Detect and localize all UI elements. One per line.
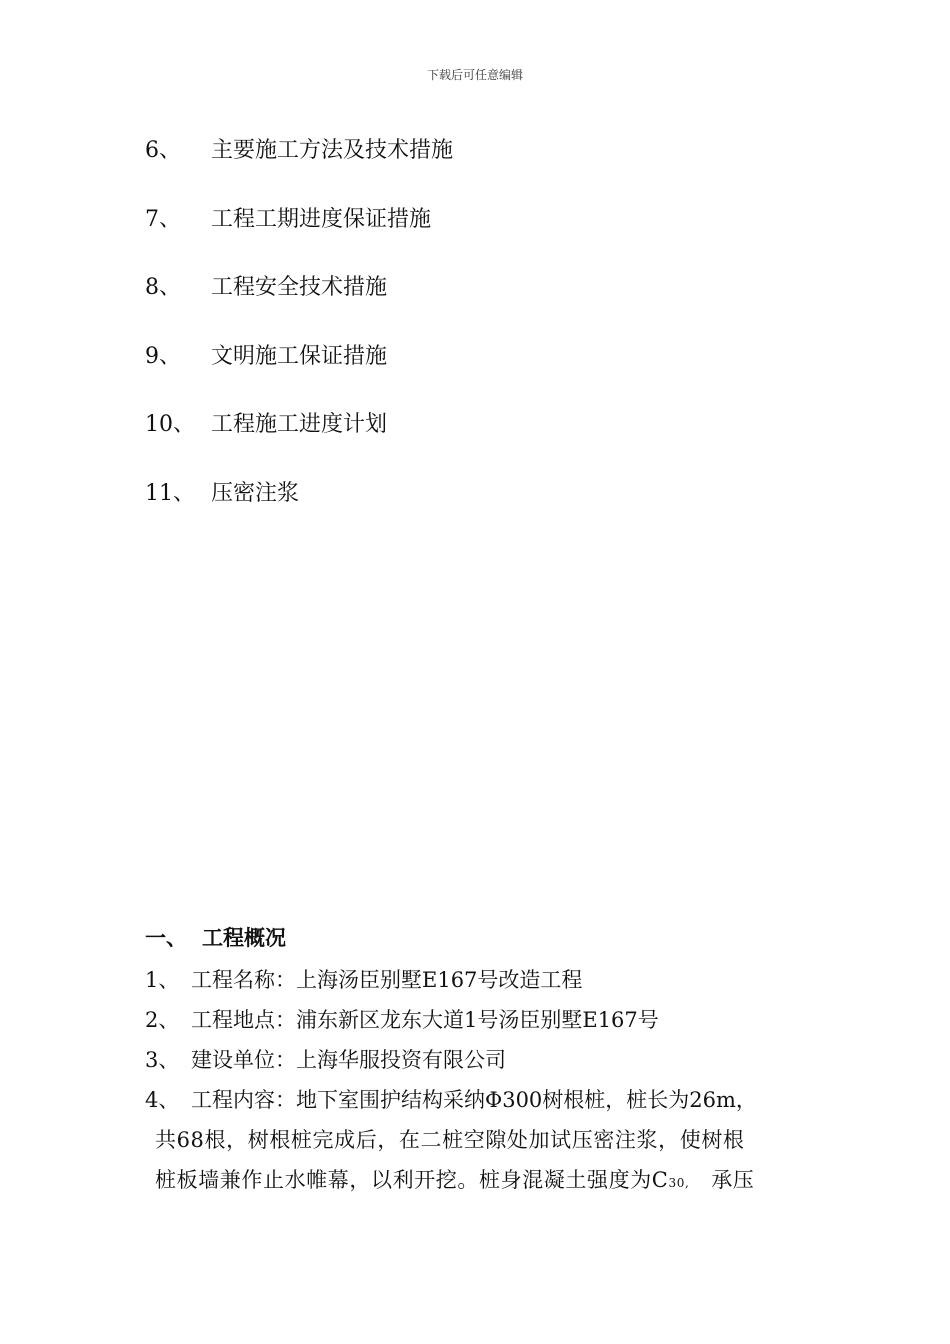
toc-item [145,342,825,411]
overview-item-number: 3、 [145,1048,180,1072]
toc-item-text: 工程工期进度保证措施 [211,206,432,232]
toc-item-text: 主要施工方法及技术措施 [211,138,454,163]
toc-item-text: 工程施工进度计划 [211,412,388,438]
overview-item-continuation: 共68根，树根桩完成后，在二桩空隙处加试压密注浆，使树根 [155,1128,745,1152]
toc-item-text: 工程安全技术措施 [211,275,388,301]
toc-item-text: 文明施工保证措施 [211,343,388,369]
overview-item-text: 工程地点：浦东新区龙东大道1号汤臣别墅E167号 [191,1008,659,1032]
toc-item-number: 7、 [145,206,181,232]
toc-item [145,479,825,548]
toc-item-number: 8、 [145,275,181,301]
overview-item [145,1080,815,1120]
toc-item [145,136,825,205]
toc-item [145,410,825,479]
overview-item-text: 工程名称：上海汤臣别墅E167号改造工程 [191,968,583,992]
toc-item-number: 6、 [145,138,181,163]
toc-item [145,205,825,274]
section-heading-text: 工程概况 [202,925,286,950]
overview-section [145,922,815,1203]
toc-item-number: 9、 [145,343,181,369]
overview-item [145,1000,815,1040]
overview-item-text: 工程内容：地下室围护结构采纳Φ300树根桩，桩长为26m， [191,1088,757,1112]
overview-item-number: 2、 [145,1008,180,1032]
overview-item-number: 4、 [145,1088,180,1112]
overview-item [145,1040,815,1080]
overview-item-number: 1、 [145,968,180,992]
toc-item-number: 11、 [145,480,195,506]
overview-item-text: 建设单位：上海华服投资有限公司 [191,1048,506,1072]
continuation-text-end: 承压 [711,1168,755,1192]
continuation-text: 桩板墙兼作止水帷幕，以利开挖。桩身混凝土强度为C [155,1168,669,1192]
overview-item [145,960,815,1000]
section-heading-number: 一、 [145,925,187,950]
table-of-contents [145,136,825,548]
toc-item-text: 压密注浆 [211,480,300,506]
concrete-grade-subscript: 30, [668,1176,690,1190]
toc-item [145,273,825,342]
header-note: 下载后可任意编辑 [426,68,523,82]
section-heading [145,922,815,954]
overview-item-continuation [145,1160,815,1203]
toc-item-number: 10、 [145,412,195,438]
